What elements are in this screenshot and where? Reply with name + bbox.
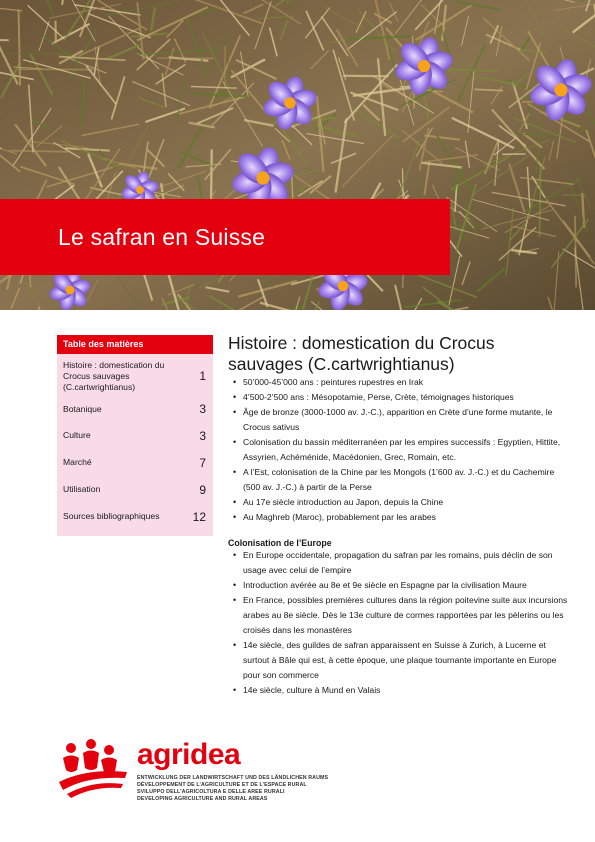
list-item: • Au Maghreb (Maroc), probablement par les arabes: [228, 510, 568, 525]
toc-item[interactable]: [57, 396, 213, 422]
list-item: • En Europe occidentale, propagation du safran par les romains, puis déclin de son usage avec celui de l’empire: [228, 548, 568, 578]
toc-item-label: Botanique: [63, 403, 102, 414]
history-list: [228, 375, 568, 525]
agridea-taglines: [137, 775, 328, 803]
agridea-wordmark: agridea: [137, 738, 241, 771]
toc-item[interactable]: [57, 422, 213, 449]
page-title: Le safran en Suisse: [58, 223, 266, 250]
agridea-logo: [57, 738, 377, 808]
list-item: • Introduction avérée au 8e et 9e siècle en Espagne par la civilisation Maure: [228, 578, 568, 593]
table-of-contents: [57, 335, 213, 536]
agridea-people-icon: [57, 738, 129, 798]
toc-item-page: 12: [192, 509, 206, 524]
toc-item-page: 1: [199, 369, 206, 383]
toc-item-label: Culture: [63, 430, 91, 440]
tagline: ENTWICKLUNG DER LANDWIRTSCHAFT UND DES LÄNDLICHEN RAUMS: [137, 775, 329, 781]
toc-item[interactable]: [57, 449, 213, 476]
toc-item-page: 3: [199, 428, 206, 443]
tagline: DEVELOPING AGRICULTURE AND RURAL AREAS: [137, 796, 268, 802]
toc-item-label: Histoire : domestication du Crocus sauvages (C.cartwrightianus): [63, 359, 165, 392]
toc-item-page: 7: [199, 455, 206, 470]
toc-item[interactable]: [57, 503, 213, 530]
toc-item[interactable]: [57, 476, 213, 503]
subsection-heading: Colonisation de l’Europe: [228, 538, 332, 548]
toc-item-label: Utilisation: [63, 484, 101, 494]
tagline: DÉVELOPPEMENT DE L’AGRICULTURE ET DE L’ESPACE RURAL: [137, 782, 307, 788]
toc-item-label: Sources bibliographiques: [63, 511, 160, 521]
toc-item-label: Marché: [63, 457, 92, 467]
toc-heading: Table des matières: [57, 335, 213, 354]
list-item: • Âge de bronze (3000-1000 av. J.-C.), apparition en Crète d’une forme mutante, le Crocus sativus: [228, 405, 568, 435]
tagline: SVILUPPO DELL’AGRICOLTURA E DELLE AREE RURALI: [137, 789, 285, 795]
title-banner: [0, 199, 450, 275]
main-content: [228, 333, 568, 698]
list-item: • 4’500-2’500 ans : Mésopotamie, Perse, Crète, témoignages historiques: [228, 390, 568, 405]
toc-item[interactable]: [57, 356, 213, 396]
list-item: • 50’000-45’000 ans : peintures rupestres en Irak: [228, 375, 568, 390]
list-item: • En France, possibles premières cultures dans la région poitevine suite aux incursions arabes au 8e siècle. Dès le 13e culture de cormes rapportées par les pèlerins ou les croisés dans les monastères: [228, 593, 568, 638]
toc-item-page: 3: [199, 402, 206, 416]
list-item: • A l’Est, colonisation de la Chine par les Mongols (1’600 av. J.-C.) et du Cachemire (500 av. J.-C.) à partir de la Perse: [228, 465, 568, 495]
list-item: • 14e siècle, culture à Mund en Valais: [228, 683, 568, 698]
section-heading: Histoire : domestication du Crocus sauvages (C.cartwrightianus): [228, 333, 495, 374]
toc-body: [57, 354, 213, 536]
list-item: • Au 17e siècle introduction au Japon, depuis la Chine: [228, 495, 568, 510]
list-item: • Colonisation du bassin méditerranéen par les empires successifs : Egyptien, Hittite, Assyrien, Achéménide, Macédonien, Grec, Romain, etc.: [228, 435, 568, 465]
toc-item-page: 9: [199, 482, 206, 497]
list-item: • 14e siècle, des guildes de safran apparaissent en Suisse à Zurich, à Lucerne et surtout à Bâle qui est, à cette époque, une plaque tournante importante en Europe pour son commerce: [228, 638, 568, 683]
europe-list: [228, 548, 568, 698]
